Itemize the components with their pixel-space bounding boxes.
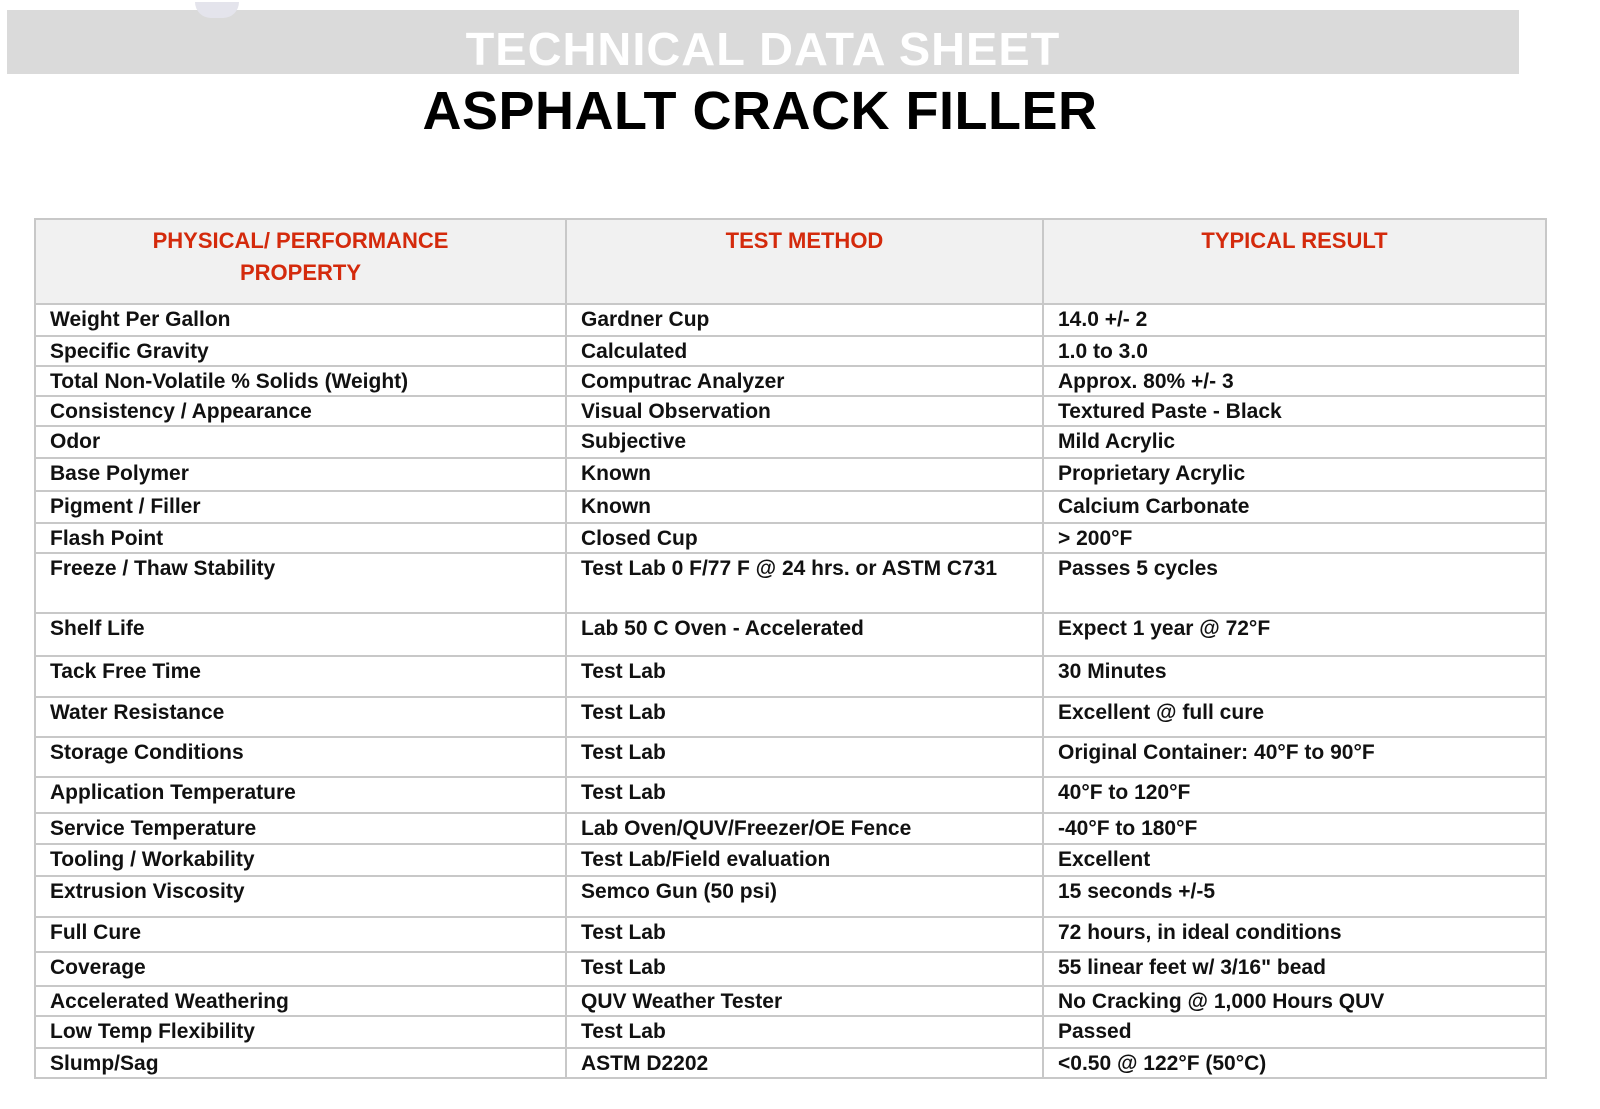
cell-property: Extrusion Viscosity [35, 876, 566, 917]
cell-property: Shelf Life [35, 613, 566, 656]
table-row [35, 777, 1546, 813]
cell-test-method: Lab Oven/QUV/Freezer/OE Fence [566, 813, 1043, 844]
cell-property: Accelerated Weathering [35, 986, 566, 1016]
table-row [35, 336, 1546, 366]
cell-typical-result: Expect 1 year @ 72°F [1043, 613, 1546, 656]
cell-property: Flash Point [35, 523, 566, 553]
table-row [35, 656, 1546, 697]
cell-typical-result: Excellent [1043, 844, 1546, 876]
cell-test-method: Test Lab [566, 917, 1043, 952]
table-row [35, 491, 1546, 523]
cell-test-method: Test Lab [566, 697, 1043, 737]
table-row [35, 697, 1546, 737]
cell-property: Service Temperature [35, 813, 566, 844]
cell-test-method: Subjective [566, 426, 1043, 458]
table-row [35, 304, 1546, 336]
cell-typical-result: 15 seconds +/-5 [1043, 876, 1546, 917]
cell-property: Full Cure [35, 917, 566, 952]
cell-property: Tack Free Time [35, 656, 566, 697]
cell-test-method: Test Lab [566, 656, 1043, 697]
cell-property: Weight Per Gallon [35, 304, 566, 336]
cell-test-method: Test Lab [566, 777, 1043, 813]
table-row [35, 613, 1546, 656]
product-title: ASPHALT CRACK FILLER [422, 81, 1098, 141]
cell-test-method: QUV Weather Tester [566, 986, 1043, 1016]
table-row [35, 1016, 1546, 1048]
cell-test-method: Test Lab 0 F/77 F @ 24 hrs. or ASTM C731 [566, 553, 1043, 613]
cell-typical-result: 72 hours, in ideal conditions [1043, 917, 1546, 952]
cell-test-method: Known [566, 458, 1043, 491]
cell-test-method: Test Lab [566, 737, 1043, 777]
table-row [35, 813, 1546, 844]
cell-property: Odor [35, 426, 566, 458]
cell-typical-result: 55 linear feet w/ 3/16" bead [1043, 952, 1546, 986]
cell-typical-result: 1.0 to 3.0 [1043, 336, 1546, 366]
cell-property: Freeze / Thaw Stability [35, 553, 566, 613]
cell-test-method: Gardner Cup [566, 304, 1043, 336]
cell-property: Tooling / Workability [35, 844, 566, 876]
table-header-row [35, 219, 1546, 304]
table-row [35, 917, 1546, 952]
cell-test-method: Known [566, 491, 1043, 523]
cell-property: Base Polymer [35, 458, 566, 491]
cell-property: Application Temperature [35, 777, 566, 813]
table-row [35, 737, 1546, 777]
table-row [35, 876, 1546, 917]
cell-property: Slump/Sag [35, 1048, 566, 1078]
cell-typical-result: Proprietary Acrylic [1043, 458, 1546, 491]
column-header-test-method: TEST METHOD [566, 219, 1043, 304]
cell-property: Storage Conditions [35, 737, 566, 777]
cell-typical-result: Calcium Carbonate [1043, 491, 1546, 523]
cell-test-method: Computrac Analyzer [566, 366, 1043, 396]
cell-typical-result: <0.50 @ 122°F (50°C) [1043, 1048, 1546, 1078]
cell-test-method: Test Lab [566, 1016, 1043, 1048]
cell-typical-result: Passed [1043, 1016, 1546, 1048]
cell-test-method: ASTM D2202 [566, 1048, 1043, 1078]
cell-typical-result: 40°F to 120°F [1043, 777, 1546, 813]
table-row [35, 553, 1546, 613]
cell-test-method: Visual Observation [566, 396, 1043, 426]
cell-property: Pigment / Filler [35, 491, 566, 523]
cell-typical-result: 14.0 +/- 2 [1043, 304, 1546, 336]
cell-typical-result: 30 Minutes [1043, 656, 1546, 697]
cell-typical-result: Mild Acrylic [1043, 426, 1546, 458]
column-header-typical-result: TYPICAL RESULT [1043, 219, 1546, 304]
cell-typical-result: Textured Paste - Black [1043, 396, 1546, 426]
data-table [34, 218, 1547, 1079]
column-header-property: PHYSICAL/ PERFORMANCE PROPERTY [35, 219, 566, 304]
cell-test-method: Lab 50 C Oven - Accelerated [566, 613, 1043, 656]
header-banner [7, 10, 1519, 74]
cell-test-method: Closed Cup [566, 523, 1043, 553]
cell-test-method: Test Lab [566, 952, 1043, 986]
table-row [35, 396, 1546, 426]
table-row [35, 844, 1546, 876]
table-row [35, 1048, 1546, 1078]
table-row [35, 458, 1546, 491]
banner-title: TECHNICAL DATA SHEET [465, 23, 1061, 75]
cell-property: Specific Gravity [35, 336, 566, 366]
cell-property: Low Temp Flexibility [35, 1016, 566, 1048]
table-row [35, 986, 1546, 1016]
table-row [35, 366, 1546, 396]
cell-typical-result: No Cracking @ 1,000 Hours QUV [1043, 986, 1546, 1016]
cell-typical-result: Excellent @ full cure [1043, 697, 1546, 737]
cell-typical-result: > 200°F [1043, 523, 1546, 553]
table-row [35, 952, 1546, 986]
cell-property: Water Resistance [35, 697, 566, 737]
cell-typical-result: Passes 5 cycles [1043, 553, 1546, 613]
cell-property: Total Non-Volatile % Solids (Weight) [35, 366, 566, 396]
logo-fragment [195, 2, 239, 18]
cell-typical-result: Original Container: 40°F to 90°F [1043, 737, 1546, 777]
cell-property: Coverage [35, 952, 566, 986]
cell-test-method: Semco Gun (50 psi) [566, 876, 1043, 917]
cell-test-method: Test Lab/Field evaluation [566, 844, 1043, 876]
cell-property: Consistency / Appearance [35, 396, 566, 426]
cell-test-method: Calculated [566, 336, 1043, 366]
cell-typical-result: Approx. 80% +/- 3 [1043, 366, 1546, 396]
table-row [35, 426, 1546, 458]
table-row [35, 523, 1546, 553]
cell-typical-result: -40°F to 180°F [1043, 813, 1546, 844]
